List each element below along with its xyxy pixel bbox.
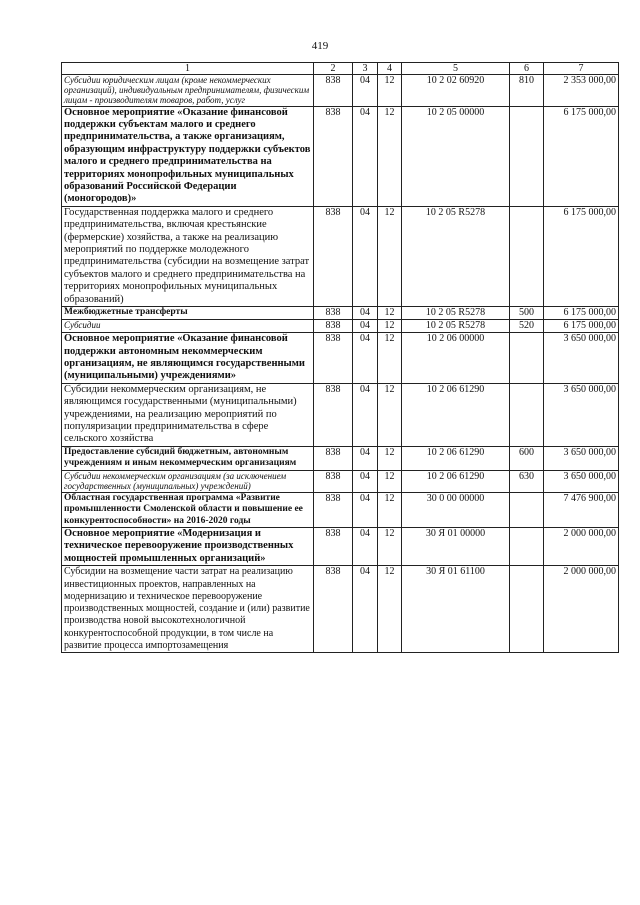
page-number: 419 — [311, 40, 329, 52]
budget-table — [61, 62, 619, 653]
row-target-article: 10 2 02 60920 — [402, 75, 510, 107]
row-expense-type: 500 — [510, 307, 544, 320]
row-section-code: 04 — [353, 470, 378, 492]
row-expense-type — [510, 566, 544, 653]
row-ministry-code: 838 — [314, 383, 353, 446]
row-name: Субсидии юридическим лицам (кроме некоммерческих организаций), индивидуальным предпринимателям, физическим лицам - производителям товаров, работ, услуг — [62, 75, 314, 107]
row-expense-type: 520 — [510, 320, 544, 333]
header-cell: 5 — [402, 63, 510, 75]
row-target-article: 10 2 06 61290 — [402, 470, 510, 492]
row-name: Основное мероприятие «Оказание финансовой поддержки автономным некоммерческим организациям, не являющимся государственными (муниципальными) учреждениями» — [62, 333, 314, 384]
table-row — [62, 106, 619, 206]
row-subsection-code: 12 — [378, 383, 402, 446]
row-name: Субсидии некоммерческим организациям, не являющимся государственными (муниципальными) учреждениями, на реализацию мероприятий по популяризации предпринимательства в сфере сельского хозяйства — [62, 383, 314, 446]
row-section-code: 04 — [353, 492, 378, 527]
row-section-code: 04 — [353, 566, 378, 653]
row-ministry-code: 838 — [314, 106, 353, 206]
row-target-article: 10 2 06 00000 — [402, 333, 510, 384]
row-subsection-code: 12 — [378, 320, 402, 333]
row-expense-type — [510, 206, 544, 306]
row-ministry-code: 838 — [314, 320, 353, 333]
table-header-row — [62, 63, 619, 75]
row-ministry-code: 838 — [314, 206, 353, 306]
row-section-code: 04 — [353, 206, 378, 306]
table-row — [62, 75, 619, 107]
row-expense-type: 810 — [510, 75, 544, 107]
row-name: Государственная поддержка малого и среднего предпринимательства, включая крестьянские (фермерские) хозяйства, а также на реализацию мероприятий по поддержке молодежного предпринимательства (субсидии на возмещение затрат субъектов малого и среднего предпринимательства на территориях монопрофильных муниципальных образований) — [62, 206, 314, 306]
table-row — [62, 446, 619, 470]
row-amount: 2 000 000,00 — [544, 527, 619, 565]
row-amount: 6 175 000,00 — [544, 307, 619, 320]
row-subsection-code: 12 — [378, 446, 402, 470]
row-subsection-code: 12 — [378, 527, 402, 565]
row-expense-type — [510, 383, 544, 446]
row-ministry-code: 838 — [314, 307, 353, 320]
row-amount: 3 650 000,00 — [544, 383, 619, 446]
header-cell: 4 — [378, 63, 402, 75]
row-name: Предоставление субсидий бюджетным, автономным учреждениям и иным некоммерческим организациям — [62, 446, 314, 470]
row-subsection-code: 12 — [378, 470, 402, 492]
table-row — [62, 320, 619, 333]
row-section-code: 04 — [353, 106, 378, 206]
table-row — [62, 383, 619, 446]
row-subsection-code: 12 — [378, 75, 402, 107]
row-subsection-code: 12 — [378, 206, 402, 306]
row-amount: 6 175 000,00 — [544, 320, 619, 333]
table-row — [62, 527, 619, 565]
row-amount: 3 650 000,00 — [544, 470, 619, 492]
table-row — [62, 492, 619, 527]
row-ministry-code: 838 — [314, 492, 353, 527]
row-target-article: 10 2 06 61290 — [402, 446, 510, 470]
row-name: Межбюджетные трансферты — [62, 307, 314, 320]
row-expense-type — [510, 527, 544, 565]
row-ministry-code: 838 — [314, 333, 353, 384]
table-row — [62, 307, 619, 320]
row-expense-type — [510, 333, 544, 384]
table-row — [62, 470, 619, 492]
row-subsection-code: 12 — [378, 307, 402, 320]
row-section-code: 04 — [353, 333, 378, 384]
row-amount: 3 650 000,00 — [544, 333, 619, 384]
row-subsection-code: 12 — [378, 492, 402, 527]
row-expense-type: 600 — [510, 446, 544, 470]
table-row — [62, 206, 619, 306]
table-row — [62, 333, 619, 384]
row-target-article: 10 2 06 61290 — [402, 383, 510, 446]
row-target-article: 30 Я 01 61100 — [402, 566, 510, 653]
row-section-code: 04 — [353, 307, 378, 320]
row-amount: 3 650 000,00 — [544, 446, 619, 470]
table-row — [62, 566, 619, 653]
row-target-article: 10 2 05 R5278 — [402, 307, 510, 320]
row-amount: 6 175 000,00 — [544, 106, 619, 206]
header-cell: 2 — [314, 63, 353, 75]
header-cell: 6 — [510, 63, 544, 75]
row-name: Субсидии на возмещение части затрат на реализацию инвестиционных проектов, направленных на модернизацию и техническое перевооружение производственных мощностей, создание и (или) развитие производства новой высокотехнологичной конкурентоспособной продукции, в том числе на развитие процесса импортозамещения — [62, 566, 314, 653]
row-name: Субсидии — [62, 320, 314, 333]
row-section-code: 04 — [353, 320, 378, 333]
row-ministry-code: 838 — [314, 566, 353, 653]
header-cell: 1 — [62, 63, 314, 75]
row-amount: 2 000 000,00 — [544, 566, 619, 653]
row-target-article: 30 Я 01 00000 — [402, 527, 510, 565]
row-section-code: 04 — [353, 527, 378, 565]
row-subsection-code: 12 — [378, 566, 402, 653]
row-subsection-code: 12 — [378, 333, 402, 384]
row-section-code: 04 — [353, 446, 378, 470]
row-amount: 6 175 000,00 — [544, 206, 619, 306]
row-name: Основное мероприятие «Модернизация и техническое перевооружение производственных мощностей промышленных организаций» — [62, 527, 314, 565]
row-expense-type — [510, 492, 544, 527]
row-section-code: 04 — [353, 75, 378, 107]
row-amount: 2 353 000,00 — [544, 75, 619, 107]
row-subsection-code: 12 — [378, 106, 402, 206]
row-name: Субсидии некоммерческим организациям (за исключением государственных (муниципальных) учреждений) — [62, 470, 314, 492]
row-name: Областная государственная программа «Развитие промышленности Смоленской области и повышение ее конкурентоспособности» на 2016-2020 годы — [62, 492, 314, 527]
row-expense-type: 630 — [510, 470, 544, 492]
row-ministry-code: 838 — [314, 446, 353, 470]
row-target-article: 30 0 00 00000 — [402, 492, 510, 527]
row-expense-type — [510, 106, 544, 206]
header-cell: 7 — [544, 63, 619, 75]
row-ministry-code: 838 — [314, 75, 353, 107]
row-amount: 7 476 900,00 — [544, 492, 619, 527]
row-target-article: 10 2 05 R5278 — [402, 320, 510, 333]
row-name: Основное мероприятие «Оказание финансовой поддержки субъектам малого и среднего предпринимательства, а также организациям, образующим инфраструктуру поддержки субъектов малого и среднего предпринимательства на территориях монопрофильных муниципальных образований Российской Федерации (моногородов)» — [62, 106, 314, 206]
row-target-article: 10 2 05 R5278 — [402, 206, 510, 306]
row-section-code: 04 — [353, 383, 378, 446]
row-ministry-code: 838 — [314, 527, 353, 565]
header-cell: 3 — [353, 63, 378, 75]
row-ministry-code: 838 — [314, 470, 353, 492]
row-target-article: 10 2 05 00000 — [402, 106, 510, 206]
